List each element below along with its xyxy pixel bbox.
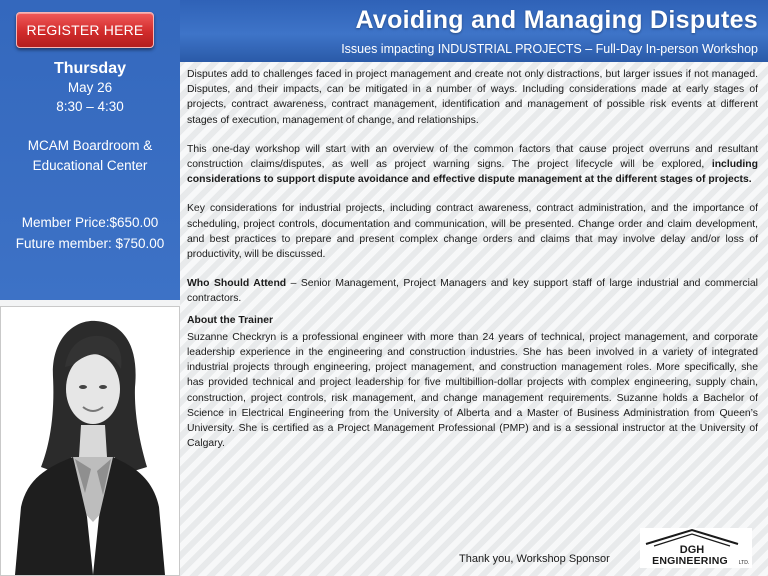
dgh-logo-icon: [640, 528, 752, 568]
sponsor-logo: [640, 528, 752, 568]
event-details: [0, 60, 180, 254]
future-member-price: Future member: $750.00: [15, 236, 165, 251]
logo-text: ENGINEERING: [652, 555, 728, 567]
sponsor-text: Thank you, Workshop Sponsor: [459, 553, 610, 565]
overview-bold-text: including considerations to support dispute avoidance and effective dispute management at the different stages of projects.: [187, 159, 758, 186]
trainer-heading: About the Trainer: [187, 314, 274, 326]
workshop-description: [187, 67, 758, 465]
page-subtitle: Issues impacting INDUSTRIAL PROJECTS – Full-Day In-person Workshop: [341, 42, 758, 56]
audience-text: – Senior Management, Project Managers and key support staff of large industrial and commercial contractors.: [187, 278, 758, 305]
event-date: May 26: [67, 80, 113, 95]
register-button[interactable]: [16, 12, 154, 48]
event-venue-line2: Educational Center: [32, 158, 148, 173]
event-time: 8:30 – 4:30: [56, 99, 124, 114]
trainer-portrait-image: [1, 307, 179, 575]
audience-label: Who Should Attend: [187, 278, 287, 290]
overview-text: This one-day workshop will start with an overview of the common factors that cause project overruns and resultant construction claims/disputes, as well as project warning signs. The project lifecycle will be explored,: [187, 143, 758, 171]
page-title: Avoiding and Managing Disputes: [355, 6, 758, 34]
audience-paragraph: [187, 276, 758, 306]
intro-paragraph: Disputes add to challenges faced in project management and create not only distractions, but larger issues if not managed. Disputes, and their impacts, can be mitigated in a number of ways. Including considerations made at early stages of projects, contract awareness, contract management, identification and management of possible risk events at different stages of execution, management of change, and relationships.: [187, 69, 758, 126]
trainer-bio: Suzanne Checkryn is a professional engineer with more than 24 years of technical, project management, and corporate leadership experience in the engineering and construction industries. She has been involved in a variety of integrated industrial projects through engineering, project management, and construction management roles. More specifically, she has provided technical and project leadership for five multibillion-dollar projects with complex engineering, supply chain, construction, project controls, risk management, and change management requirements. Suzanne holds a Bachelor of Science in Electrical Engineering from the University of Alberta and a Master of Business Administration from Queen’s University. She is certified as a Project Management Professional (PMP) and is a sessional instructor at the University of Calgary.: [187, 331, 758, 450]
trainer-photo: [0, 306, 180, 576]
overview-paragraph: [187, 142, 758, 188]
event-venue: [0, 136, 180, 176]
event-pricing: [0, 212, 180, 254]
event-venue-line1: MCAM Boardroom &: [27, 138, 153, 153]
register-button-label: REGISTER HERE: [26, 22, 144, 38]
considerations-paragraph: Key considerations for industrial projects, including contract awareness, contract administration, and the importance of scheduling, project controls, documentation and communication, will be presented. Change order and claim development, and best practices to prepare and present complex change orders and claims that may involve delay and/or loss of productivity, will be discussed.: [187, 203, 758, 261]
event-day: Thursday: [53, 60, 126, 77]
member-price: Member Price:$650.00: [21, 215, 159, 230]
logo-suffix: LTD.: [738, 560, 750, 566]
logo-name: DGH: [679, 544, 705, 556]
